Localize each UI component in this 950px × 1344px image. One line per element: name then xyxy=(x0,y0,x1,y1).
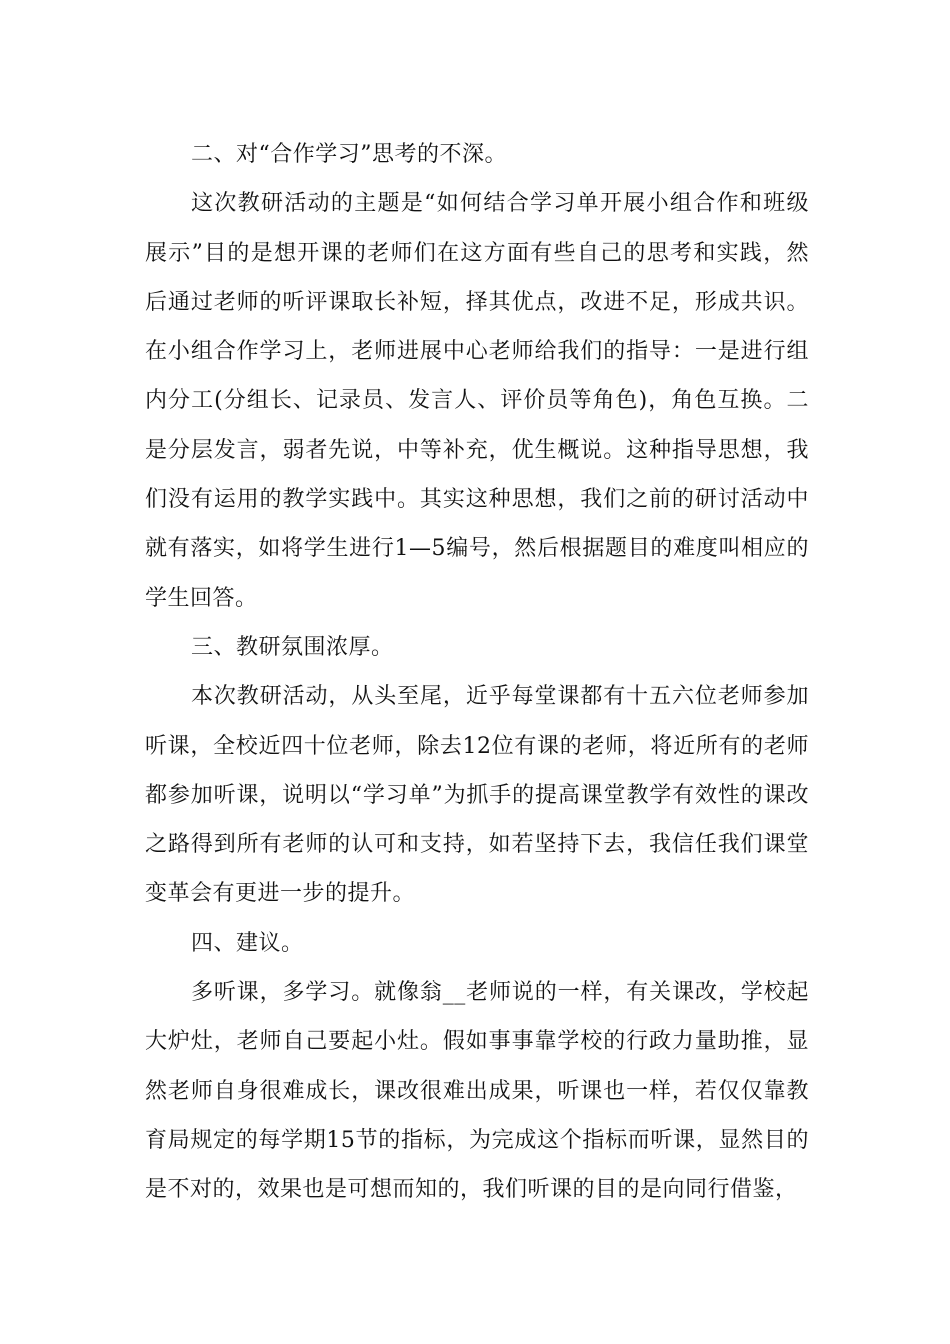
paragraph-atmosphere: 本次教研活动，从头至尾，近乎每堂课都有十五六位老师参加听课，全校近四十位老师，除去12位有课的老师，将近所有的老师都参加听课，说明以“学习单”为抓手的提高课堂教学有效性的课改之路得到所有老师的认可和支持，如若坚持下去，我信任我们课堂变革会有更进一步的提升。 xyxy=(145,684,809,907)
document-body xyxy=(145,130,809,1215)
section-heading-2: 二、对“合作学习”思考的不深。 xyxy=(191,142,507,167)
paragraph-suggestion: 多听课，多学习。就像翁__老师说的一样，有关课改，学校起大炉灶，老师自己要起小灶。假如事事靠学校的行政力量助推，显然老师自身很难成长，课改很难出成果，听课也一样，若仅仅靠教育局规定的每学期15节的指标，为完成这个指标而听课，显然目的是不对的，效果也是可想而知的，我们听课的目的是向同行借鉴， xyxy=(145,980,809,1203)
section-heading-3: 三、教研氛围浓厚。 xyxy=(191,634,394,660)
paragraph-theme: 这次教研活动的主题是“如何结合学习单开展小组合作和班级展示”目的是想开课的老师们在这方面有些自己的思考和实践，然后通过老师的听评课取长补短，择其优点，改进不足，形成共识。在小组合作学习上，老师进展中心老师给我们的指导：一是进行组内分工(分组长、记录员、发言人、评价员等角色)，角色互换。二是分层发言，弱者先说，中等补充，优生概说。这种指导思想，我们没有运用的教学实践中。其实这种思想，我们之前的研讨活动中就有落实，如将学生进行1—5编号，然后根据题目的难度叫相应的学生回答。 xyxy=(145,191,809,611)
section-heading-4: 四、建议。 xyxy=(191,930,304,956)
